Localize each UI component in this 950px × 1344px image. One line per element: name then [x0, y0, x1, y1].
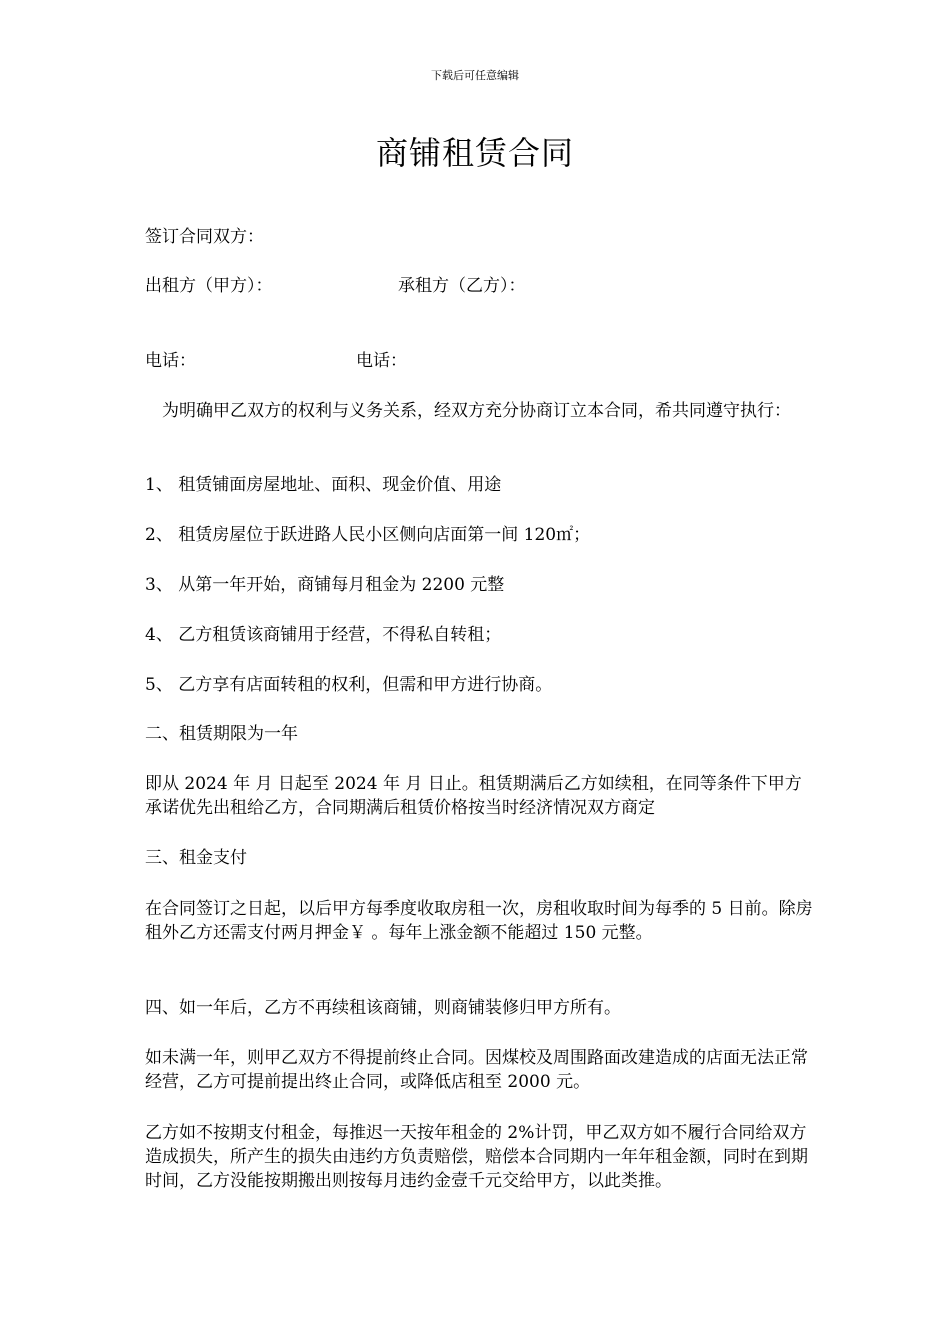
- section-3-text: 在合同签订之日起，以后甲方每季度收取房租一次，房租收取时间为每季的 5 日前。除房租外乙方还需支付两月押金￥ 。每年上涨金额不能超过 150 元整。: [145, 899, 813, 943]
- phone-label-lessor: 电话：: [145, 351, 196, 371]
- header-note: 下载后可任意编辑: [431, 69, 519, 82]
- section-3-heading: 三、租金支付: [145, 848, 247, 868]
- lessee-label: 承租方（乙方）：: [398, 276, 526, 296]
- section-2-text: 即从 2024 年 月 日起至 2024 年 月 日止。租赁期满后乙方如续租，在同等条件下甲方承诺优先出租给乙方，合同期满后租赁价格按当时经济情况双方商定: [145, 774, 802, 818]
- phone-label-lessee: 电话：: [356, 351, 407, 371]
- lessor-label: 出租方（甲方）：: [145, 276, 273, 296]
- document-title: 商铺租赁合同: [375, 134, 574, 172]
- parties-heading: 签订合同双方：: [145, 227, 264, 247]
- clause-item-5: 5、 乙方享有店面转租的权利，但需和甲方进行协商。: [145, 675, 553, 695]
- penalty-paragraph: 乙方如不按期支付租金，每推迟一天按年租金的 2%计罚，甲乙双方如不履行合同给双方造成损失，所产生的损失由违约方负责赔偿，赔偿本合同期内一年年租金额，同时在到期时间，乙方没能按期搬出则按每月违约金壹千元交给甲方，以此类推。: [145, 1123, 808, 1191]
- clause-item-4: 4、 乙方租赁该商铺用于经营，不得私自转租；: [145, 625, 502, 645]
- early-termination-paragraph: 如未满一年，则甲乙双方不得提前终止合同。因煤校及周围路面改建造成的店面无法正常经营，乙方可提前提出终止合同，或降低店租至 2000 元。: [145, 1048, 808, 1092]
- clause-item-1: 1、 租赁铺面房屋地址、面积、现金价值、用途: [145, 475, 502, 495]
- clause-item-3: 3、 从第一年开始，商铺每月租金为 2200 元整: [145, 575, 505, 595]
- clause-item-2: 2、 租赁房屋位于跃进路人民小区侧向店面第一间 120㎡；: [145, 525, 591, 545]
- section-2-heading: 二、租赁期限为一年: [145, 724, 298, 744]
- intro-paragraph: 为明确甲乙双方的权利与义务关系，经双方充分协商订立本合同，希共同遵守执行：: [162, 401, 791, 421]
- section-4-heading: 四、如一年后，乙方不再续租该商铺，则商铺装修归甲方所有。: [145, 998, 621, 1018]
